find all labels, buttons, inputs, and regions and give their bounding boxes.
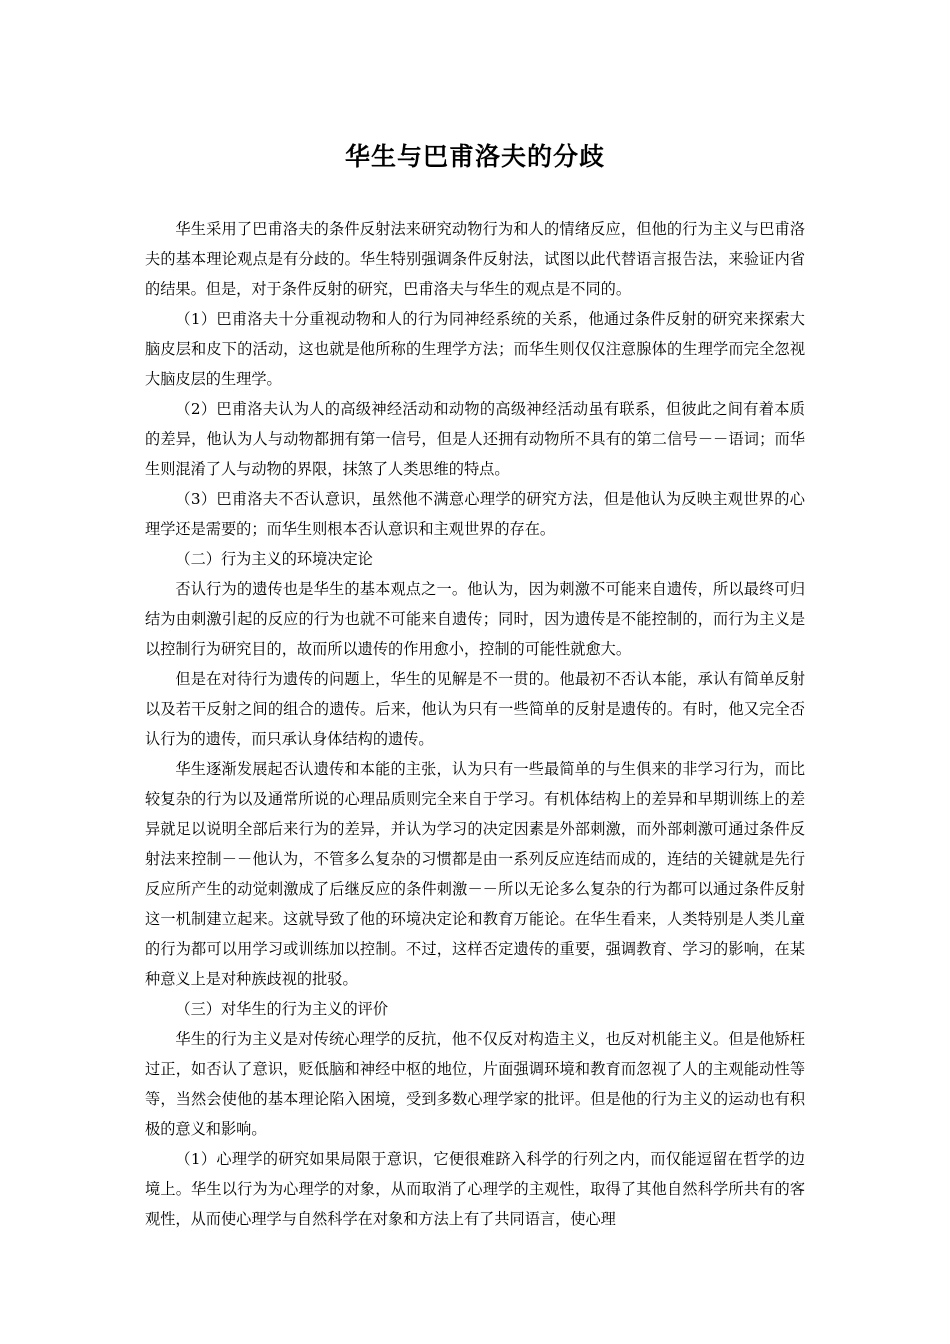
paragraph-learning: 华生逐渐发展起否认遗传和本能的主张，认为只有一些最简单的与生俱来的非学习行为，而比较复杂的行为以及通常所说的心理品质则完全来自于学习。有机体结构上的差异和早期训练上的差异就足以说明全部后来行为的差异，并认为学习的决定因素是外部刺激，而外部刺激可通过条件反射法来控制－－他认为，不管多么复杂的习惯都是由一系列反应连结而成的，连结的关键就是先行反应所产生的动觉刺激成了后继反应的条件刺激－－所以无论多么复杂的行为都可以通过条件反射这一机制建立起来。这就导致了他的环境决定论和教育万能论。在华生看来，人类特别是人类儿童的行为都可以用学习或训练加以控制。不过，这样否定遗传的重要，强调教育、学习的影响，在某种意义上是对种族歧视的批驳。 [145, 760, 805, 988]
paragraph-intro: 华生采用了巴甫洛夫的条件反射法来研究动物行为和人的情绪反应，但他的行为主义与巴甫洛夫的基本理论观点是有分歧的。华生特别强调条件反射法，试图以此代替语言报告法，来验证内省的结果。但是，对于条件反射的研究，巴甫洛夫与华生的观点是不同的。 [145, 220, 805, 298]
document-body [145, 214, 805, 1234]
paragraph-point-2: （2）巴甫洛夫认为人的高级神经活动和动物的高级神经活动虽有联系，但彼此之间有着本质的差异，他认为人与动物都拥有第一信号，但是人还拥有动物所不具有的第二信号－－语词；而华生则混淆了人与动物的界限，抹煞了人类思维的特点。 [145, 400, 805, 478]
paragraph-point-3: （3）巴甫洛夫不否认意识，虽然他不满意心理学的研究方法，但是他认为反映主观世界的心理学还是需要的；而华生则根本否认意识和主观世界的存在。 [145, 490, 805, 538]
section-heading-evaluation: （三）对华生的行为主义的评价 [175, 1000, 389, 1018]
paragraph-point-1: （1）巴甫洛夫十分重视动物和人的行为同神经系统的关系，他通过条件反射的研究来探索大脑皮层和皮下的活动，这也就是他所称的生理学方法；而华生则仅仅注意腺体的生理学而完全忽视大脑皮层的生理学。 [145, 310, 805, 388]
document-title: 华生与巴甫洛夫的分歧 [344, 142, 605, 171]
paragraph-evaluation: 华生的行为主义是对传统心理学的反抗，他不仅反对构造主义，也反对机能主义。但是他矫枉过正，如否认了意识，贬低脑和神经中枢的地位，片面强调环境和教育而忽视了人的主观能动性等等，当然会使他的基本理论陷入困境，受到多数心理学家的批评。但是他的行为主义的运动也有积极的意义和影响。 [145, 1030, 805, 1138]
section-heading-environment: （二）行为主义的环境决定论 [175, 550, 373, 568]
document-page [145, 135, 805, 1234]
paragraph-heredity: 否认行为的遗传也是华生的基本观点之一。他认为，因为刺激不可能来自遗传，所以最终可归结为由刺激引起的反应的行为也就不可能来自遗传；同时，因为遗传是不能控制的，而行为主义是以控制行为研究目的，故而所以遗传的作用愈小，控制的可能性就愈大。 [145, 580, 805, 658]
paragraph-inconsistency: 但是在对待行为遗传的问题上，华生的见解是不一贯的。他最初不否认本能，承认有简单反射以及若干反射之间的组合的遗传。后来，他认为只有一些简单的反射是遗传的。有时，他又完全否认行为的遗传，而只承认身体结构的遗传。 [145, 670, 805, 748]
paragraph-evaluation-point-1: （1）心理学的研究如果局限于意识，它便很难跻入科学的行列之内，而仅能逗留在哲学的边境上。华生以行为为心理学的对象，从而取消了心理学的主观性，取得了其他自然科学所共有的客观性，从而使心理学与自然科学在对象和方法上有了共同语言，使心理 [145, 1150, 805, 1228]
